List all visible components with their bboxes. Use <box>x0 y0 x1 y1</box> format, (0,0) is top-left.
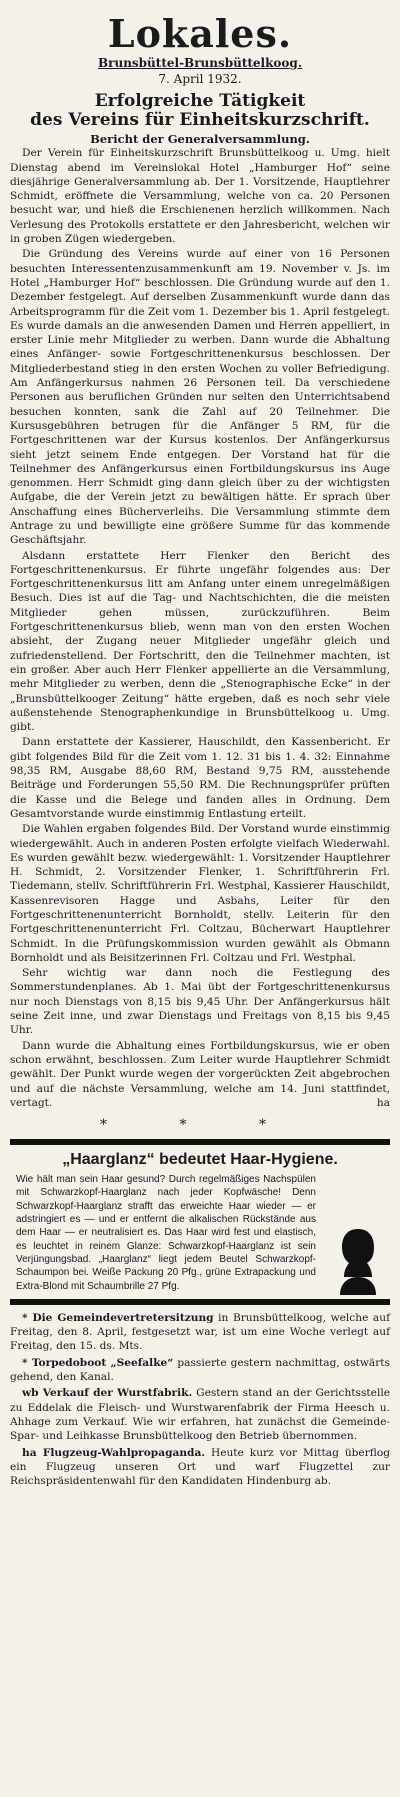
headline-line-1: Erfolgreiche Tätigkeit <box>94 90 306 111</box>
news-item <box>10 1446 390 1489</box>
news-item-lead: wb Verkauf der Wurstfabrik. <box>22 1387 193 1400</box>
news-item-lead: * Die Gemeindevertretersitzung <box>22 1311 214 1324</box>
news-item-text: Heute kurz vor Mittag überflog ein Flugzeug unseren Ort und warf Flugzettel zur Reichspräsidentenwahl für den Kandidaten Hindenburg ab. <box>10 1446 390 1488</box>
news-item-text: Gestern stand an der Gerichtsstelle zu Eddelak die Fleisch- und Wurstwarenfabrik der Firma Heesch u. Ahhage zum Verkauf. Wie wir erfahren, hat zunächst die Gemeinde-Spar- und Leihkasse Brunsbüttelkoog den Betrieb übernommen. <box>10 1387 390 1443</box>
article-subheadline: Bericht der Generalversammlung. <box>90 132 310 147</box>
article-headline <box>10 92 390 129</box>
ad-title: „Haarglanz“ bedeutet Haar-Hygiene. <box>62 1151 338 1169</box>
news-item <box>10 1356 390 1385</box>
dateline: 7. April 1932. <box>158 71 242 86</box>
article <box>10 92 390 1109</box>
local-news <box>10 1311 390 1489</box>
article-paragraph: Dann erstattete der Kassierer, Hauschildt, den Kassenbericht. Er gibt folgendes Bild für die Zeit vom 1. 12. 31 bis 1. 4. 32: Einnahme 98,35 RM, Ausgabe 88,60 RM, Bestand 9,75 RM, ausstehende Beiträge und Forderungen 55,50 RM. Die Rechnungsprüfer prüften die Kasse und die Belege und fanden alles in Ordnung. Dem Gesamtvorstande wurde einstimmig Entlastung erteilt. <box>10 736 390 820</box>
article-paragraph: Alsdann erstattete Herr Flenker den Bericht des Fortgeschrittenenkursus. Er führte ungefähr folgendes aus: Der Fortgeschrittenenkursus litt am Anfang unter einem unregelmäßigen Besuch. Dies ist auf die Tag- und Nachtschichten, die die meisten Mitglieder gehen müssen, zurückzuführen. Beim Fortgeschrittenenkursus blieb, wenn man von den ersten Wochen absieht, der Zugang neuer Mitglieder ungefähr gleich und zufriedenstellend. Der Fortschritt, den die Teilnehmer machten, ist ein großer. Aber auch Herr Flenker appellierte an die Versammlung, mehr Mitglieder zu werben, denn die „Stenographische Ecke“ in der „Brunsbüttelkooger Zeitung“ hätte ergeben, daß es noch sehr viele außenstehende Stenographenkundige in Brunsbüttelkoog u. Umg. gibt. <box>10 549 390 734</box>
article-paragraph: Der Verein für Einheitskurzschrift Brunsbüttelkoog u. Umg. hielt Dienstag abend im Vereinslokal Hotel „Hamburger Hof“ seine diesjährige Generalversammlung ab. Der 1. Vorsitzende, Hauptlehrer Schmidt, eröffnete die Versammlung, welche von ca. 20 Personen besucht war, und hieß die Erschienenen herzlich willkommen. Nach Verlesung des Protokolls erstattete er den Jahresbericht, welchen wir in groben Zügen wiedergeben. <box>10 147 390 246</box>
news-item-text: passierte gestern nachmittag, ostwärts gehend, den Kanal. <box>10 1356 390 1384</box>
section-title: Lokales. <box>107 11 293 56</box>
woman-silhouette-icon <box>334 1225 382 1295</box>
article-paragraph: Dann wurde die Abhaltung eines Fortbildungskursus, wie er oben schon erwähnt, beschlossen. Zum Leiter wurde Hauptlehrer Schmidt gewählt. Der Punkt wurde wegen der vorgerückten Zeit abgebrochen und auf die nächste Versammlung, welche am 14. Juni stattfindet, vertagt. <box>10 1039 390 1109</box>
author-signature: ha <box>376 1097 390 1110</box>
article-paragraph: Die Wahlen ergaben folgendes Bild. Der Vorstand wurde einstimmig wiedergewählt. Auch in anderen Posten erfolgte vielfach Wiederwahl. Es wurden gewählt bezw. wiedergewählt: 1. Vorsitzender Hauptlehrer H. Schmidt, 2. Vorsitzender Flenker, 1. Schriftführerin Frl. Tiedemann, stellv. Schriftführerin Frl. Westphal, Kassierer Hauschildt, Kassenrevisoren Hagge und Asbahs, Leiter für den Fortgeschrittenenunterricht Bornholdt, stellv. Leiterin für den Fortgeschrittenenunterricht Frl. Coltzau, Bücherwart Hauptlehrer Schmidt. In die Prüfungskommission wurden gewählt als Obmann Bornholdt und als Beisitzerinnen Frl. Coltzau und Frl. Westphal. <box>10 823 390 964</box>
news-item-lead: ha Flugzeug-Wahlpropaganda. <box>22 1446 206 1459</box>
ad-body: Wie hält man sein Haar gesund? Durch regelmäßiges Nachspülen mit Schwarzkopf-Haarglanz nach jeder Kopfwäsche! Denn Schwarzkopf-Haarglanz strafft das erweichte Haar wieder — er adstringiert es — und er entfernt die alkalischen Rückstände aus dem Haar — er neutralisiert es. Das Haar wird fest und elastisch, es leuchtet in reinem Glanze: Schwarzkopf-Haarglanz ist sein Verjüngungsbad. „Haarglanz“ liegt jedem Beutel Schwarzkopf-Schaumpon bei. Weiße Packung 20 Pfg., grüne Extrapackung und Extra-Blond mit Schaumbrille 27 Pfg. <box>16 1174 316 1292</box>
place-line: Brunsbüttel-Brunsbüttelkoog. <box>98 55 302 70</box>
section-separator: * * * <box>100 1117 300 1134</box>
article-paragraph: Sehr wichtig war dann noch die Festlegung des Sommerstundenplanes. Ab 1. Mai übt der Fortgeschrittenenkursus nur noch Dienstags von 8,15 bis 9,45 Uhr. Der Anfängerkursus hält seine Zeit inne, und zwar Dienstags und Freitags von 8,15 bis 9,45 Uhr. <box>10 967 390 1037</box>
news-item-text: in Brunsbüttelkoog, welche auf Freitag, den 8. April, festgesetzt war, ist um eine Woche verlegt auf Freitag, den 15. ds. Mts. <box>10 1311 390 1353</box>
article-paragraph: Die Gründung des Vereins wurde auf einer von 16 Personen besuchten Interessentenzusammenkunft am 19. November v. Js. im Hotel „Hamburger Hof“ beschlossen. Die Gründung wurde auf den 1. Dezember festgelegt. Auf derselben Zusammenkunft wurde dann das Arbeitsprogramm für die Zeit vom 1. Dezember bis 1. April festgelegt. Es wurde damals an die anwesenden Damen und Herren appelliert, in erster Linie mehr Mitglieder zu werben. Dann wurde die Abhaltung eines Anfänger- sowie Fortgeschrittenenkursus beschlossen. Der Mitgliederbestand stieg in den ersten Wochen zu voller Befriedigung. Am Anfängerkursus nahmen 26 Personen teil. Da verschiedene Personen aus beruflichen Gründen nur selten den Unterrichtsabend besuchen konnten, sank die Zahl auf 20 Teilnehmer. Die Kursusgebühren betrugen für die Anfänger 5 RM, für die Fortgeschrittenen war der Kursus kostenlos. Der Anfängerkursus sieht jetzt seinem Ende entgegen. Der Vorstand hat für die Teilnehmer des Anfängerkursus einen Fortbildungskursus ins Auge genommen. Herr Schmidt ging dann gleich über zu der wichtigsten Aufgabe, die der Verein jetzt zu bewältigen hätte. Er sprach über Anschaffung eines Bücherverleihs. Die Versammlung stimmte dem Antrage zu und bewilligte eine größere Summe für das kommende Geschäftsjahr. <box>10 248 390 547</box>
advertisement <box>10 1139 390 1305</box>
headline-line-2: des Vereins für Einheitskurzschrift. <box>30 109 370 130</box>
news-item <box>10 1311 390 1354</box>
news-item-lead: * Torpedoboot „Seefalke“ <box>22 1356 174 1369</box>
masthead <box>10 11 390 86</box>
news-item <box>10 1386 390 1443</box>
